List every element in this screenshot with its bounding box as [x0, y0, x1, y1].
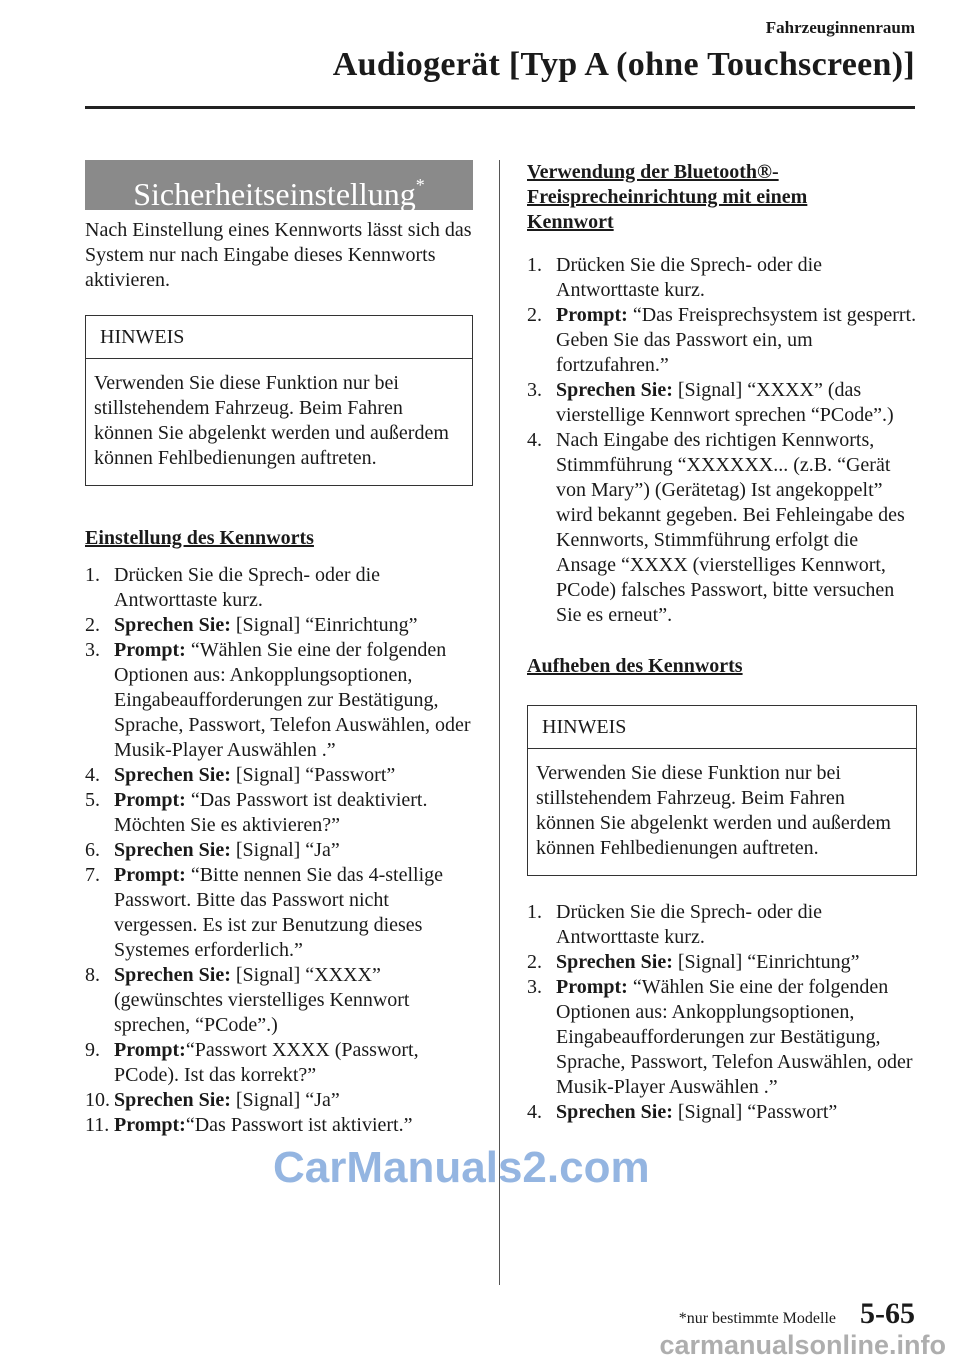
subheading-set-password: Einstellung des Kennworts	[85, 527, 314, 549]
list-item: 11. Prompt:“Das Passwort ist aktiviert.”	[85, 1114, 413, 1136]
note-body: Verwenden Sie diese Funktion nur bei stillstehendem Fahrzeug. Beim Fahren können Sie abgelenkt werden und außerdem können Fehlbedienungen auftreten.	[94, 372, 449, 469]
list-item: 2. Sprechen Sie: [Signal] “Einrichtung”	[85, 614, 418, 636]
banner-asterisk: *	[415, 175, 425, 195]
list-item: 8. Sprechen Sie: [Signal] “XXXX” (gewünschtes vierstelliges Kennwort sprechen, “PCode”.)	[85, 964, 410, 1036]
subheading-use-with-password: Verwendung der Bluetooth®-Freisprecheinrichtung mit einem Kennwort	[527, 161, 808, 233]
intro-text: Nach Einstellung eines Kennworts lässt sich das System nur nach Eingabe dieses Kennworts aktivieren.	[85, 219, 472, 291]
list-item: 4. Sprechen Sie: [Signal] “Passwort”	[527, 1101, 838, 1123]
note-body: Verwenden Sie diese Funktion nur bei stillstehendem Fahrzeug. Beim Fahren können Sie abgelenkt werden und außerdem können Fehlbedienungen auftreten.	[536, 762, 891, 859]
list-item: 4. Nach Eingabe des richtigen Kennworts, Stimmführung “XXXXXX... (z.B. “Gerät von Mary”) (Gerätetag) Ist angekoppelt” wird bekannt gegeben. Bei Fehleingabe des Kennworts, Stimmführung erfolgt die Ansage “XXXX (vierstelliges Kennwort, PCode) falsches Passwort, bitte versuchen Sie es erneut”.	[527, 429, 905, 626]
list-item: 3. Sprechen Sie: [Signal] “XXXX” (das vierstellige Kennwort sprechen “PCode”.)	[527, 379, 894, 426]
section-banner	[85, 160, 473, 210]
list-item: 6. Sprechen Sie: [Signal] “Ja”	[85, 839, 340, 861]
column-divider	[499, 160, 500, 1285]
steps-remove-password	[527, 900, 917, 1125]
section-label: Fahrzeuginnenraum	[765, 18, 915, 37]
list-item: 4. Sprechen Sie: [Signal] “Passwort”	[85, 764, 396, 786]
list-item: 3. Prompt: “Wählen Sie eine der folgenden Optionen aus: Ankopplungsoptionen, Eingabeaufforderungen zur Bestätigung, Sprache, Passwort, Telefon Auswählen, oder Musik-Player Auswählen .”	[85, 639, 471, 761]
list-item: 2. Sprechen Sie: [Signal] “Einrichtung”	[527, 951, 860, 973]
left-column	[85, 160, 473, 1138]
list-item: 3. Prompt: “Wählen Sie eine der folgenden Optionen aus: Ankopplungsoptionen, Eingabeaufforderungen zur Bestätigung, Sprache, Passwort, Telefon Auswählen, oder Musik-Player Auswählen .”	[527, 976, 913, 1098]
watermark-center: CarManuals2.com	[273, 1143, 650, 1192]
list-item: 9. Prompt:“Passwort XXXX (Passwort, PCode). Ist das korrekt?”	[85, 1039, 419, 1086]
banner-title: Sicherheitseinstellung	[133, 176, 416, 212]
note-heading: HINWEIS	[86, 316, 472, 359]
list-item: 1. Drücken Sie die Sprech- oder die Antworttaste kurz.	[527, 901, 823, 948]
page-title: Audiogerät [Typ A (ohne Touchscreen)]	[332, 46, 915, 83]
right-column	[527, 160, 917, 1125]
list-item: 1. Drücken Sie die Sprech- oder die Antworttaste kurz.	[527, 254, 823, 301]
list-item: 7. Prompt: “Bitte nennen Sie das 4-stellige Passwort. Bitte das Passwort nicht vergessen. Es ist zur Benutzung dieses Systemes erforderlich.”	[85, 864, 444, 961]
steps-use-with-password	[527, 253, 917, 628]
list-item: 2. Prompt: “Das Freisprechsystem ist gesperrt. Geben Sie das Passwort ein, um fortzufahren.”	[527, 304, 917, 376]
note-heading: HINWEIS	[528, 706, 916, 749]
list-item: 10. Sprechen Sie: [Signal] “Ja”	[85, 1089, 340, 1111]
note-box	[85, 315, 473, 486]
note-box	[527, 705, 917, 876]
list-item: 5. Prompt: “Das Passwort ist deaktiviert. Möchten Sie es aktivieren?”	[85, 789, 428, 836]
steps-set-password	[85, 563, 473, 1138]
footnote: *nur bestimmte Modelle	[678, 1310, 836, 1327]
watermark-corner: carmanualsonline.info	[659, 1330, 946, 1360]
list-item: 1. Drücken Sie die Sprech- oder die Antworttaste kurz.	[85, 564, 381, 611]
subheading-remove-password: Aufheben des Kennworts	[527, 655, 743, 677]
header-rule	[85, 106, 915, 109]
page-number: 5-65	[860, 1297, 915, 1330]
